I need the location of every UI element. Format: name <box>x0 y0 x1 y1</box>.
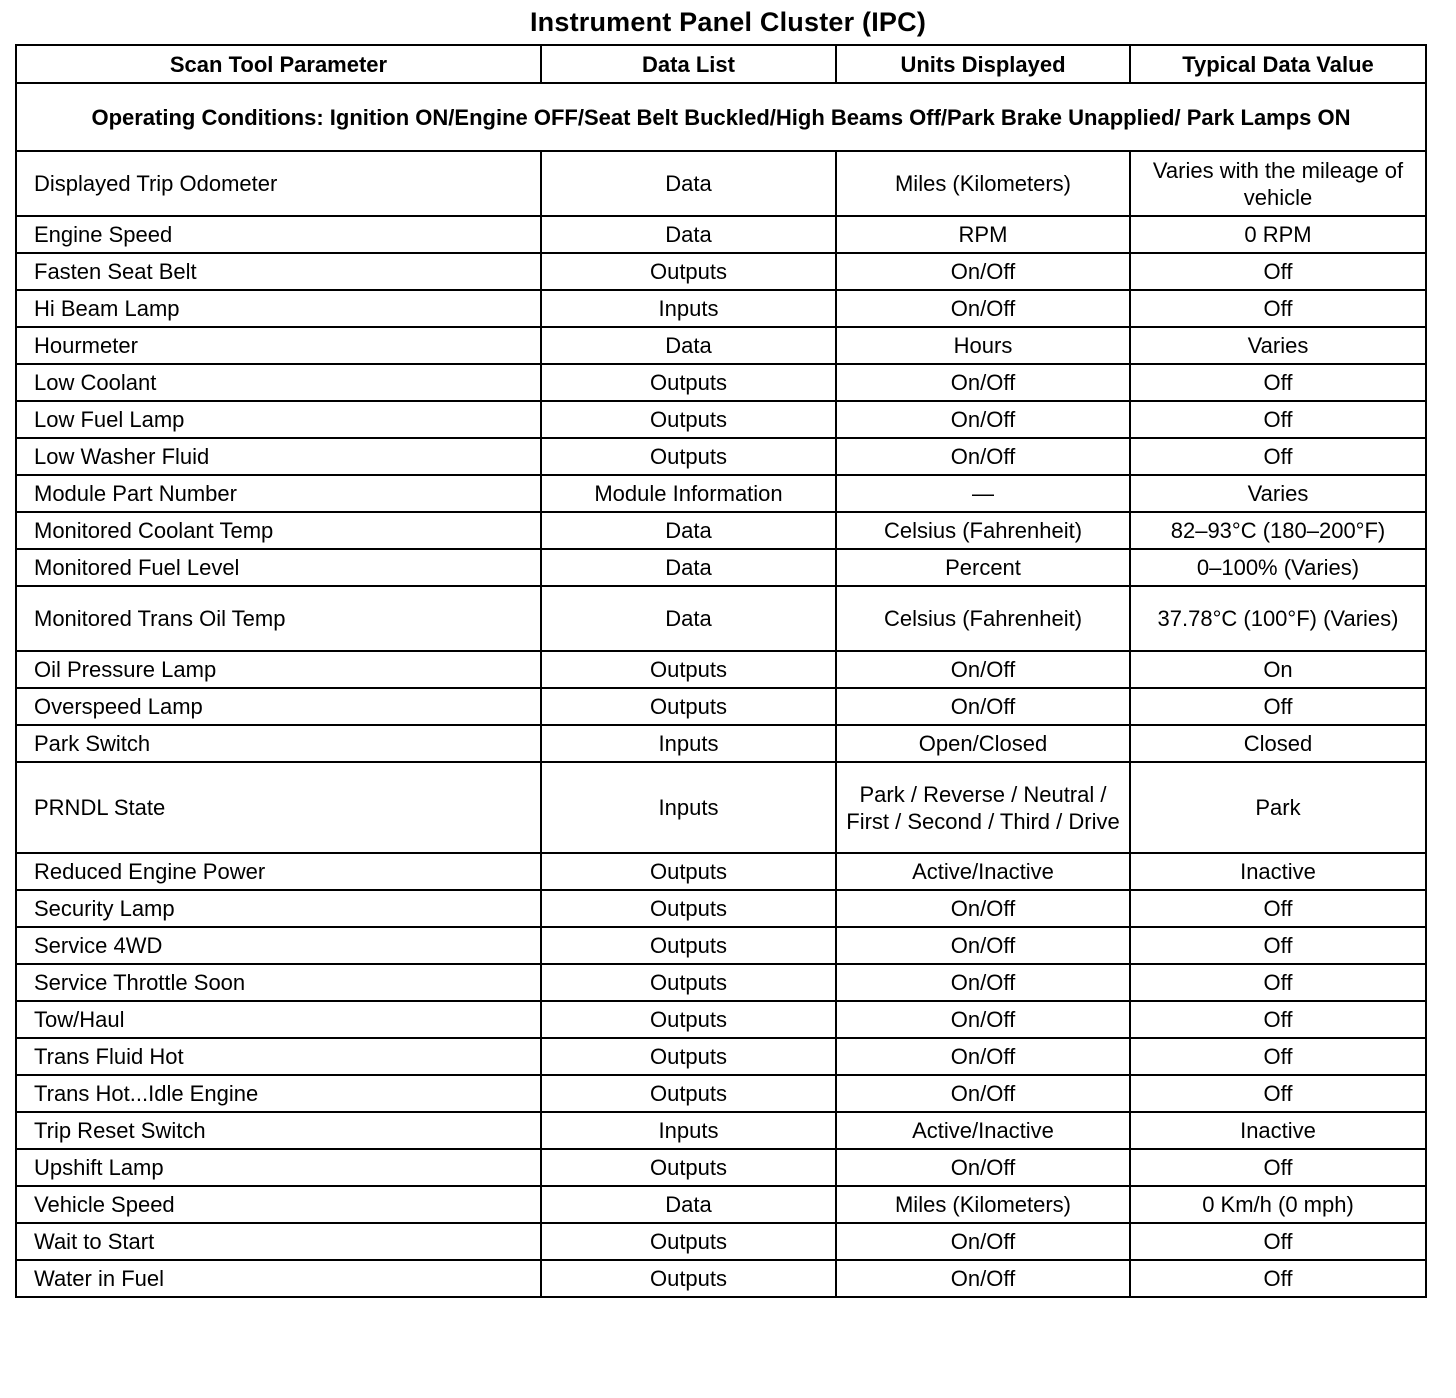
operating-conditions: Operating Conditions: Ignition ON/Engine OFF/Seat Belt Buckled/High Beams Off/Park Brake Unapplied/ Park Lamps ON <box>16 83 1426 151</box>
units-cell: Open/Closed <box>836 725 1130 762</box>
typical-value-cell: Park <box>1130 762 1426 853</box>
units-cell: Park / Reverse / Neutral / First / Second / Third / Drive <box>836 762 1130 853</box>
table-row <box>16 1223 1426 1260</box>
typical-value-cell: Varies <box>1130 475 1426 512</box>
typical-value-cell: Off <box>1130 964 1426 1001</box>
units-cell: On/Off <box>836 364 1130 401</box>
units-cell: On/Off <box>836 688 1130 725</box>
typical-value-cell: Inactive <box>1130 1112 1426 1149</box>
typical-value-cell: On <box>1130 651 1426 688</box>
data-list-cell: Inputs <box>541 725 836 762</box>
typical-value-cell: Off <box>1130 890 1426 927</box>
units-cell: Celsius (Fahrenheit) <box>836 512 1130 549</box>
data-list-cell: Outputs <box>541 1223 836 1260</box>
table-row <box>16 253 1426 290</box>
table-row <box>16 1038 1426 1075</box>
data-list-cell: Data <box>541 151 836 216</box>
param-cell: Trip Reset Switch <box>16 1112 541 1149</box>
typical-value-cell: Off <box>1130 401 1426 438</box>
ipc-data-table <box>15 44 1427 1298</box>
table-row <box>16 927 1426 964</box>
header-scan-tool-parameter: Scan Tool Parameter <box>16 45 541 83</box>
units-cell: On/Off <box>836 1149 1130 1186</box>
data-list-cell: Outputs <box>541 927 836 964</box>
data-list-cell: Inputs <box>541 762 836 853</box>
data-list-cell: Outputs <box>541 964 836 1001</box>
param-cell: Monitored Coolant Temp <box>16 512 541 549</box>
header-row <box>16 45 1426 83</box>
data-list-cell: Outputs <box>541 1038 836 1075</box>
units-cell: Percent <box>836 549 1130 586</box>
typical-value-cell: Off <box>1130 1223 1426 1260</box>
param-cell: Monitored Fuel Level <box>16 549 541 586</box>
table-row <box>16 762 1426 853</box>
typical-value-cell: Off <box>1130 1001 1426 1038</box>
param-cell: Monitored Trans Oil Temp <box>16 586 541 651</box>
units-cell: Active/Inactive <box>836 853 1130 890</box>
table-row <box>16 216 1426 253</box>
data-list-cell: Outputs <box>541 1001 836 1038</box>
table-row <box>16 512 1426 549</box>
data-list-cell: Outputs <box>541 853 836 890</box>
table-row <box>16 327 1426 364</box>
data-list-cell: Outputs <box>541 253 836 290</box>
param-cell: Service 4WD <box>16 927 541 964</box>
units-cell: On/Off <box>836 1223 1130 1260</box>
units-cell: On/Off <box>836 290 1130 327</box>
param-cell: Engine Speed <box>16 216 541 253</box>
typical-value-cell: Off <box>1130 364 1426 401</box>
typical-value-cell: 0 RPM <box>1130 216 1426 253</box>
param-cell: Oil Pressure Lamp <box>16 651 541 688</box>
units-cell: On/Off <box>836 438 1130 475</box>
data-list-cell: Data <box>541 512 836 549</box>
typical-value-cell: 0–100% (Varies) <box>1130 549 1426 586</box>
data-list-cell: Outputs <box>541 651 836 688</box>
typical-value-cell: 82–93°C (180–200°F) <box>1130 512 1426 549</box>
units-cell: On/Off <box>836 401 1130 438</box>
param-cell: Reduced Engine Power <box>16 853 541 890</box>
units-cell: Hours <box>836 327 1130 364</box>
data-list-cell: Data <box>541 586 836 651</box>
param-cell: Park Switch <box>16 725 541 762</box>
typical-value-cell: Off <box>1130 688 1426 725</box>
table-row <box>16 725 1426 762</box>
table-row <box>16 1075 1426 1112</box>
param-cell: Low Washer Fluid <box>16 438 541 475</box>
data-list-cell: Outputs <box>541 401 836 438</box>
data-list-cell: Data <box>541 549 836 586</box>
data-list-cell: Outputs <box>541 890 836 927</box>
units-cell: On/Off <box>836 651 1130 688</box>
table-row <box>16 651 1426 688</box>
param-cell: Hi Beam Lamp <box>16 290 541 327</box>
data-list-cell: Module Information <box>541 475 836 512</box>
param-cell: Service Throttle Soon <box>16 964 541 1001</box>
param-cell: Trans Hot...Idle Engine <box>16 1075 541 1112</box>
document-title: Instrument Panel Cluster (IPC) <box>529 7 927 37</box>
table-row <box>16 1149 1426 1186</box>
param-cell: Wait to Start <box>16 1223 541 1260</box>
typical-value-cell: Varies with the mileage of vehicle <box>1130 151 1426 216</box>
typical-value-cell: Off <box>1130 253 1426 290</box>
data-list-cell: Outputs <box>541 438 836 475</box>
units-cell: On/Off <box>836 1075 1130 1112</box>
operating-conditions-row <box>16 83 1426 151</box>
units-cell: Miles (Kilometers) <box>836 151 1130 216</box>
table-row <box>16 688 1426 725</box>
data-list-cell: Outputs <box>541 1075 836 1112</box>
table-row <box>16 290 1426 327</box>
typical-value-cell: Inactive <box>1130 853 1426 890</box>
table-row <box>16 401 1426 438</box>
param-cell: Tow/Haul <box>16 1001 541 1038</box>
units-cell: On/Off <box>836 890 1130 927</box>
param-cell: PRNDL State <box>16 762 541 853</box>
param-cell: Hourmeter <box>16 327 541 364</box>
table-row <box>16 549 1426 586</box>
header-units-displayed: Units Displayed <box>836 45 1130 83</box>
units-cell: On/Off <box>836 1038 1130 1075</box>
param-cell: Upshift Lamp <box>16 1149 541 1186</box>
param-cell: Fasten Seat Belt <box>16 253 541 290</box>
table-row <box>16 438 1426 475</box>
data-list-cell: Outputs <box>541 1149 836 1186</box>
data-list-cell: Data <box>541 216 836 253</box>
typical-value-cell: Off <box>1130 1149 1426 1186</box>
param-cell: Low Coolant <box>16 364 541 401</box>
table-row <box>16 586 1426 651</box>
units-cell: RPM <box>836 216 1130 253</box>
data-list-cell: Outputs <box>541 688 836 725</box>
table-row <box>16 475 1426 512</box>
table-row <box>16 853 1426 890</box>
param-cell: Overspeed Lamp <box>16 688 541 725</box>
typical-value-cell: Varies <box>1130 327 1426 364</box>
header-typical-data-value: Typical Data Value <box>1130 45 1426 83</box>
typical-value-cell: Off <box>1130 1075 1426 1112</box>
data-list-cell: Data <box>541 1186 836 1223</box>
table-row <box>16 364 1426 401</box>
units-cell: On/Off <box>836 927 1130 964</box>
typical-value-cell: Off <box>1130 1260 1426 1297</box>
table-row <box>16 964 1426 1001</box>
typical-value-cell: Closed <box>1130 725 1426 762</box>
param-cell: Trans Fluid Hot <box>16 1038 541 1075</box>
param-cell: Displayed Trip Odometer <box>16 151 541 216</box>
units-cell: On/Off <box>836 964 1130 1001</box>
table-row <box>16 1260 1426 1297</box>
param-cell: Module Part Number <box>16 475 541 512</box>
units-cell: On/Off <box>836 253 1130 290</box>
table-row <box>16 1186 1426 1223</box>
data-list-cell: Inputs <box>541 1112 836 1149</box>
param-cell: Water in Fuel <box>16 1260 541 1297</box>
table-row <box>16 1001 1426 1038</box>
units-cell: Active/Inactive <box>836 1112 1130 1149</box>
typical-value-cell: Off <box>1130 1038 1426 1075</box>
table-body <box>16 83 1426 1297</box>
data-list-cell: Data <box>541 327 836 364</box>
data-list-cell: Outputs <box>541 364 836 401</box>
units-cell: Celsius (Fahrenheit) <box>836 586 1130 651</box>
param-cell: Low Fuel Lamp <box>16 401 541 438</box>
param-cell: Vehicle Speed <box>16 1186 541 1223</box>
units-cell: On/Off <box>836 1260 1130 1297</box>
header-data-list: Data List <box>541 45 836 83</box>
param-cell: Security Lamp <box>16 890 541 927</box>
typical-value-cell: 37.78°C (100°F) (Varies) <box>1130 586 1426 651</box>
typical-value-cell: Off <box>1130 927 1426 964</box>
data-list-cell: Inputs <box>541 290 836 327</box>
units-cell: Miles (Kilometers) <box>836 1186 1130 1223</box>
typical-value-cell: 0 Km/h (0 mph) <box>1130 1186 1426 1223</box>
units-cell: On/Off <box>836 1001 1130 1038</box>
units-cell: — <box>836 475 1130 512</box>
table-row <box>16 1112 1426 1149</box>
typical-value-cell: Off <box>1130 438 1426 475</box>
typical-value-cell: Off <box>1130 290 1426 327</box>
data-list-cell: Outputs <box>541 1260 836 1297</box>
table-row <box>16 890 1426 927</box>
table-row <box>16 151 1426 216</box>
